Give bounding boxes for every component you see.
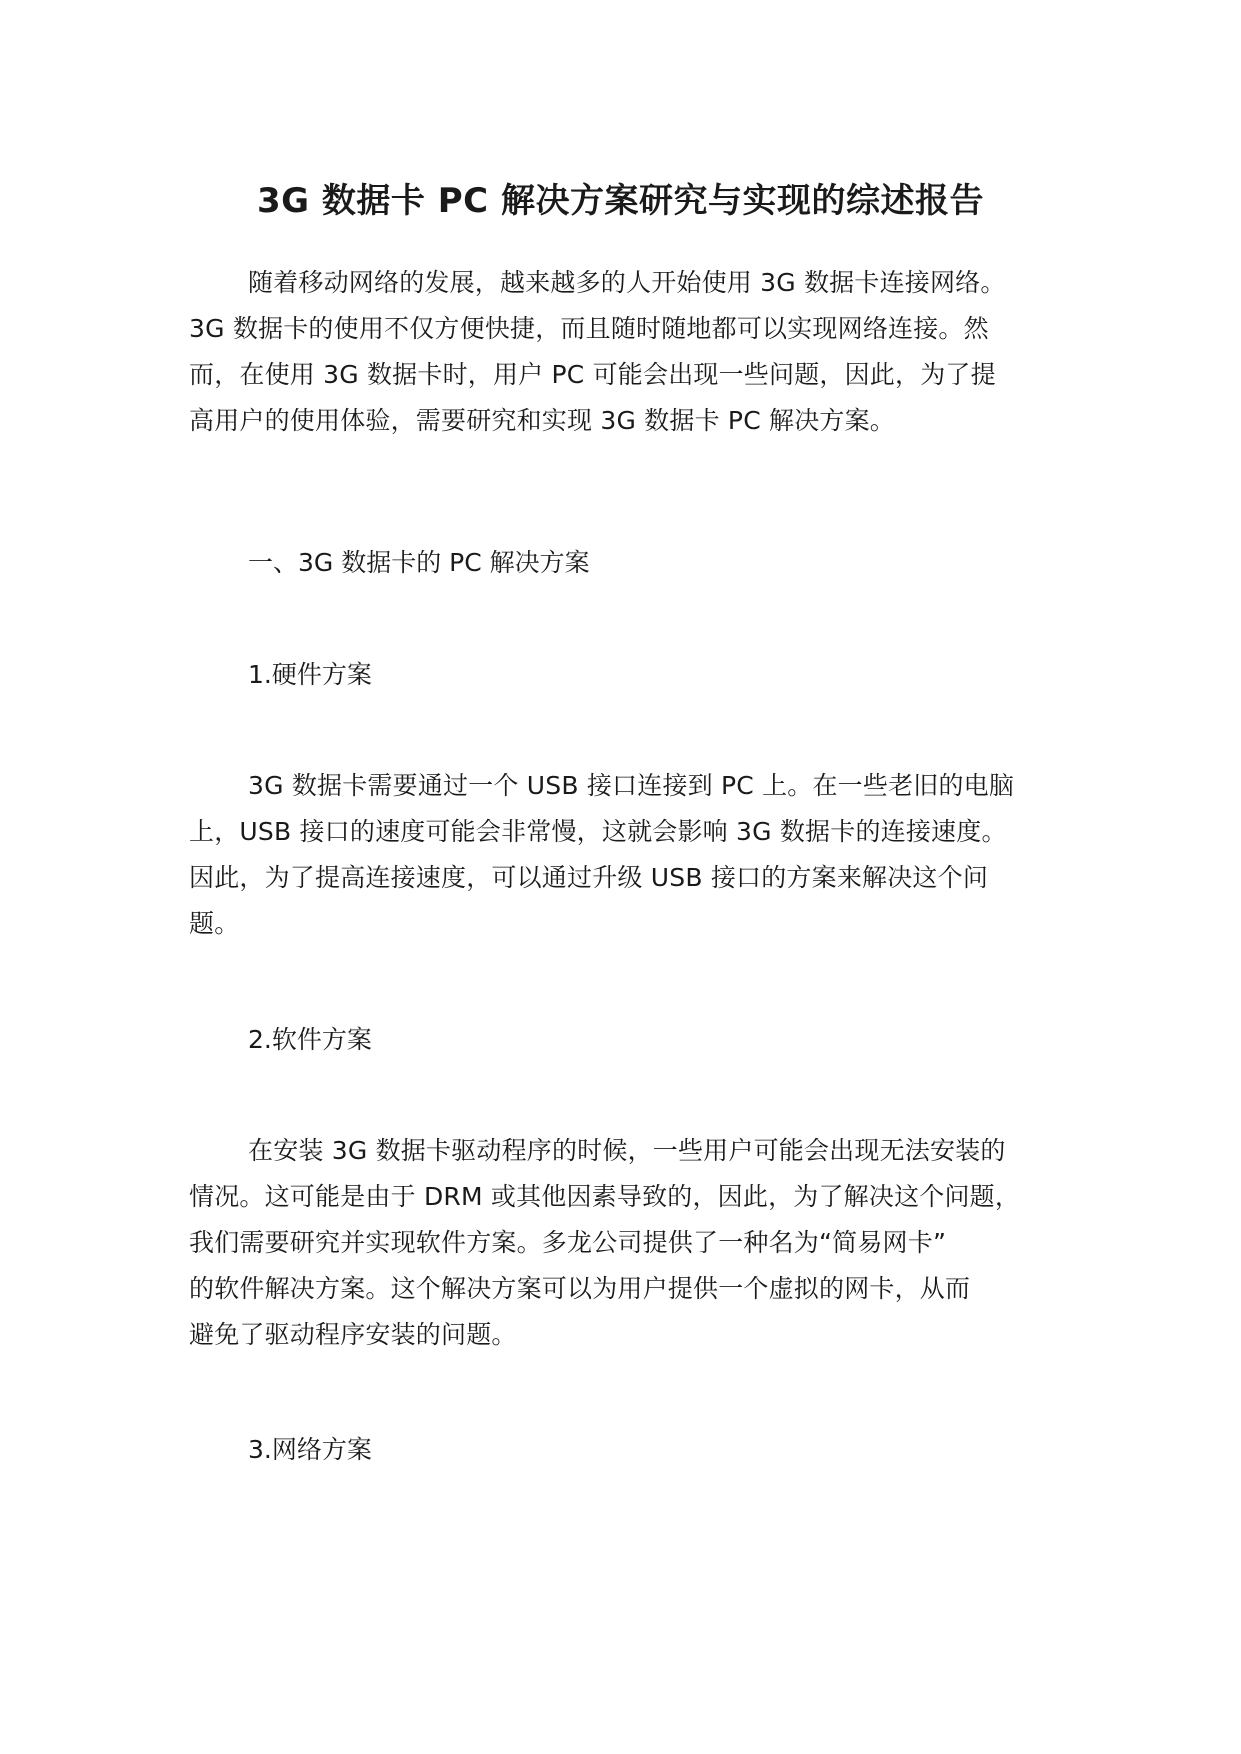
sub2-line-1: 在安装 3G 数据卡驱动程序的时候，一些用户可能会出现无法安装的 — [248, 1136, 1006, 1165]
sub2-line-4: 的软件解决方案。这个解决方案可以为用户提供一个虚拟的网卡，从而 — [189, 1274, 971, 1303]
sub1-paragraph — [189, 763, 1069, 947]
intro-line-2: 3G 数据卡的使用不仅方便快捷，而且随时随地都可以实现网络连接。然 — [189, 314, 989, 343]
sub2-line-2: 情况。这可能是由于 DRM 或其他因素导致的，因此，为了解决这个问题， — [189, 1182, 1021, 1211]
section1-heading: 一、3G 数据卡的 PC 解决方案 — [248, 548, 590, 577]
sub2-heading: 2.软件方案 — [248, 1025, 372, 1054]
document-title: 3G 数据卡 PC 解决方案研究与实现的综述报告 — [257, 181, 984, 221]
sub1-heading: 1.硬件方案 — [248, 660, 372, 689]
sub2-line-5: 避免了驱动程序安装的问题。 — [189, 1320, 517, 1349]
sub2-paragraph — [189, 1128, 1069, 1358]
intro-paragraph — [189, 260, 1069, 444]
sub1-line-4: 题。 — [189, 909, 240, 938]
intro-line-3: 而，在使用 3G 数据卡时，用户 PC 可能会出现一些问题，因此，为了提 — [189, 360, 996, 389]
sub1-line-1: 3G 数据卡需要通过一个 USB 接口连接到 PC 上。在一些老旧的电脑 — [248, 771, 1015, 800]
intro-line-1: 随着移动网络的发展，越来越多的人开始使用 3G 数据卡连接网络。 — [248, 268, 1006, 297]
sub2-line-3: 我们需要研究并实现软件方案。多龙公司提供了一种名为“简易网卡” — [189, 1228, 947, 1257]
sub1-line-3: 因此，为了提高连接速度，可以通过升级 USB 接口的方案来解决这个问 — [189, 863, 989, 892]
intro-line-4: 高用户的使用体验，需要研究和实现 3G 数据卡 PC 解决方案。 — [189, 406, 895, 435]
sub1-line-2: 上，USB 接口的速度可能会非常慢，这就会影响 3G 数据卡的连接速度。 — [189, 817, 1007, 846]
sub3-heading: 3.网络方案 — [248, 1435, 372, 1464]
